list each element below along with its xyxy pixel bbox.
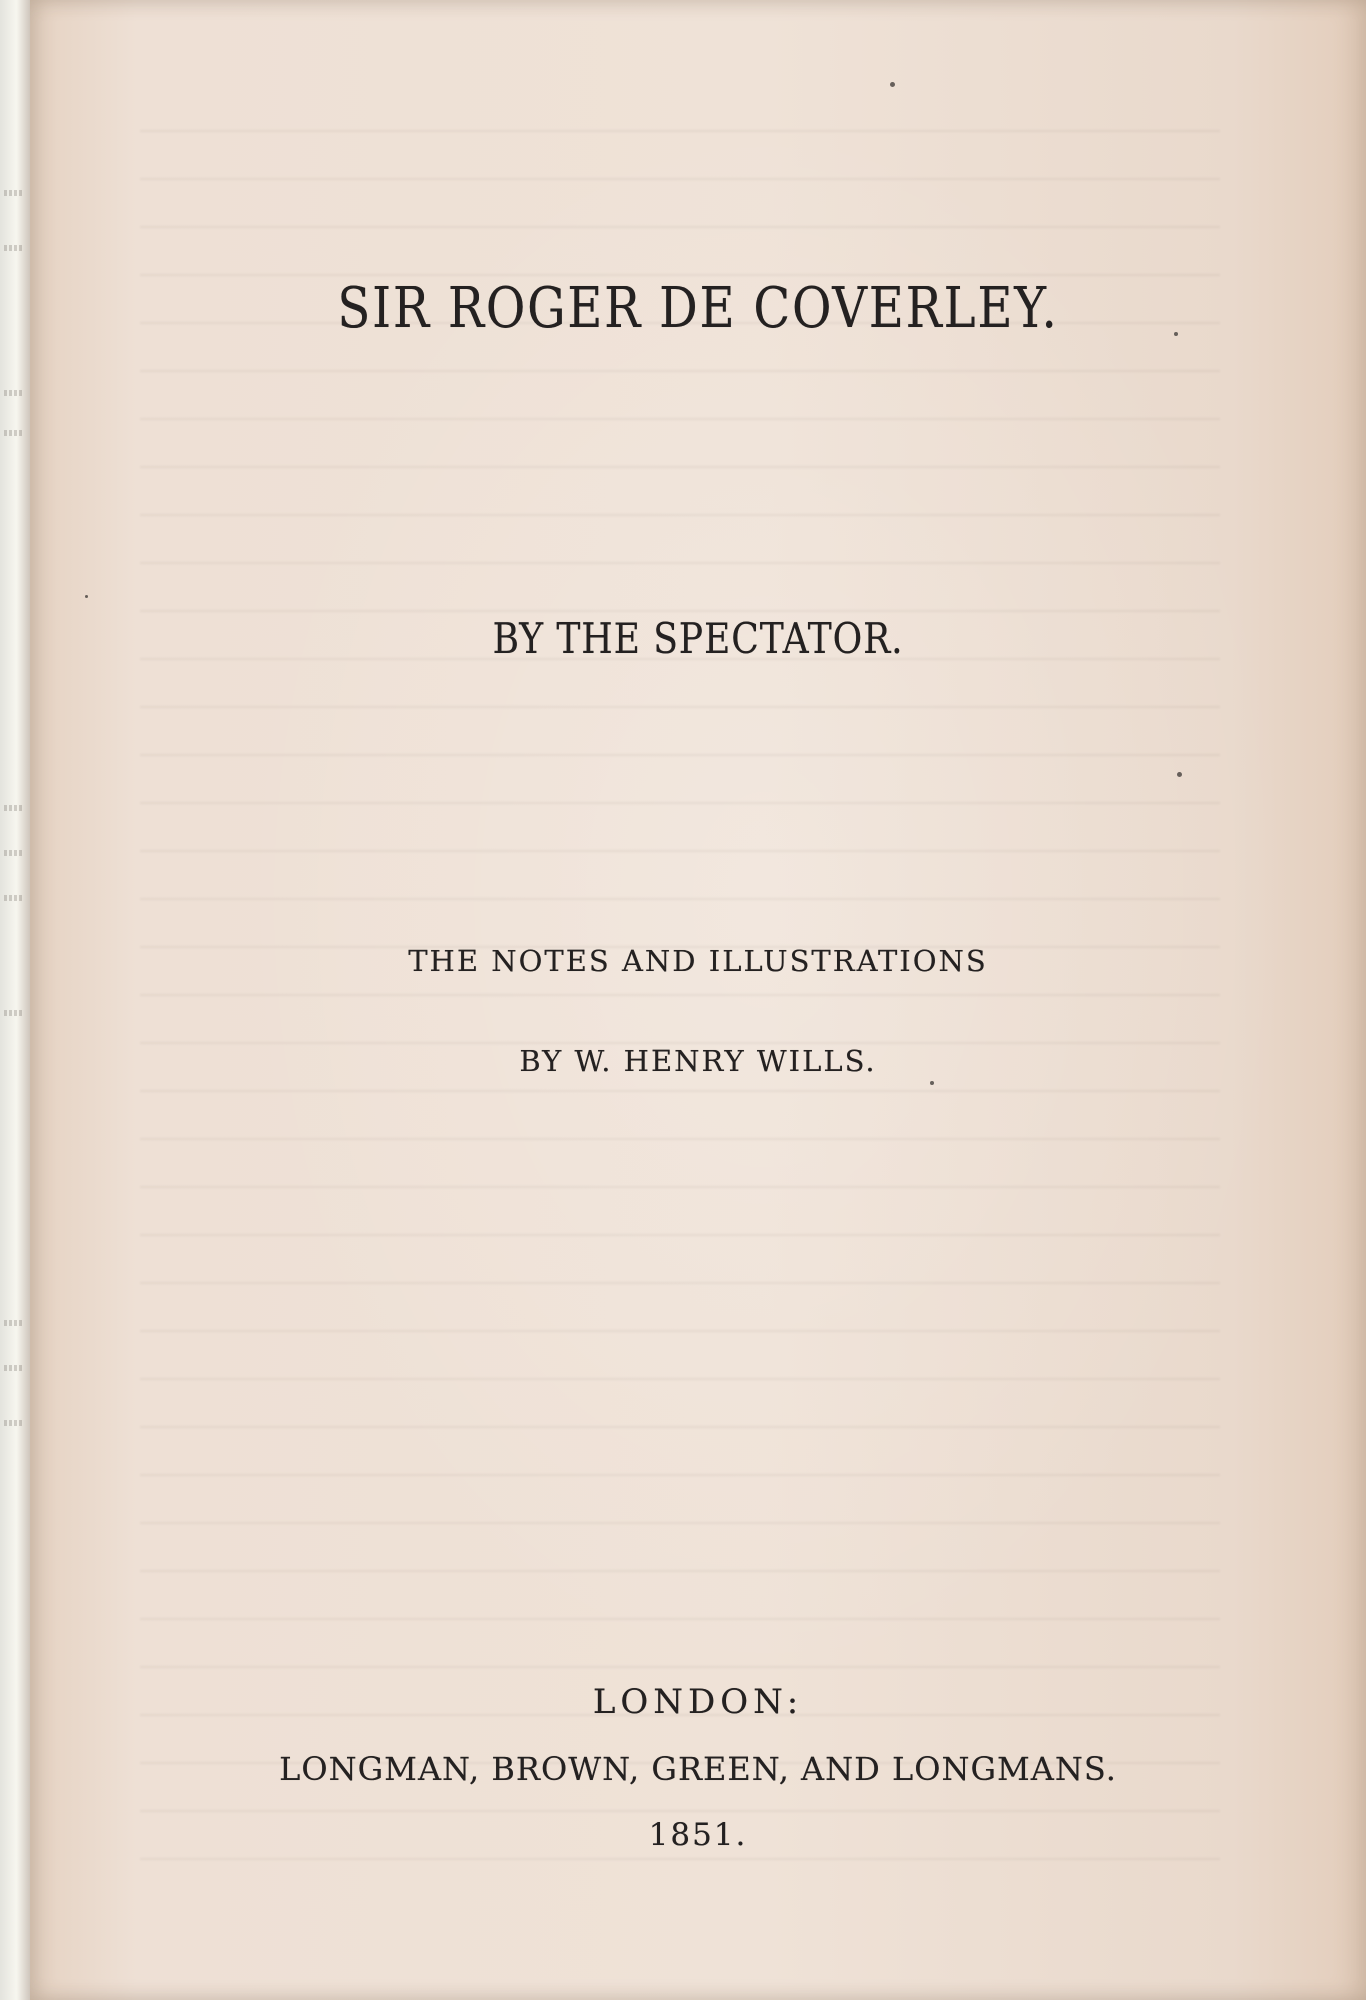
book-title: SIR ROGER DE COVERLEY. [337, 276, 1059, 341]
show-through-text [140, 100, 1220, 1860]
print-speck [930, 1081, 934, 1085]
print-speck [85, 595, 88, 598]
left-page-text-fragment [4, 190, 24, 196]
left-page-text-fragment [4, 1420, 24, 1426]
left-page-text-fragment [4, 245, 24, 251]
left-page-text-fragment [4, 895, 24, 901]
left-page-text-fragment [4, 390, 24, 396]
author-line: BY THE SPECTATOR. [492, 614, 904, 663]
notes-line: THE NOTES AND ILLUSTRATIONS [408, 944, 988, 978]
left-page-edge [0, 0, 32, 2000]
left-page-text-fragment [4, 850, 24, 856]
left-page-text-fragment [4, 1365, 24, 1371]
print-speck [1177, 772, 1182, 777]
print-speck [890, 82, 895, 87]
print-speck [1174, 332, 1178, 336]
editor-line: BY W. HENRY WILLS. [519, 1044, 877, 1078]
publisher-line: LONGMAN, BROWN, GREEN, AND LONGMANS. [279, 1750, 1117, 1788]
left-page-text-fragment [4, 1010, 24, 1016]
publication-year: 1851. [648, 1817, 748, 1853]
imprint-city: LONDON: [592, 1682, 804, 1722]
left-page-text-fragment [4, 805, 24, 811]
left-page-text-fragment [4, 430, 24, 436]
title-page [30, 0, 1366, 2000]
left-page-text-fragment [4, 1320, 24, 1326]
